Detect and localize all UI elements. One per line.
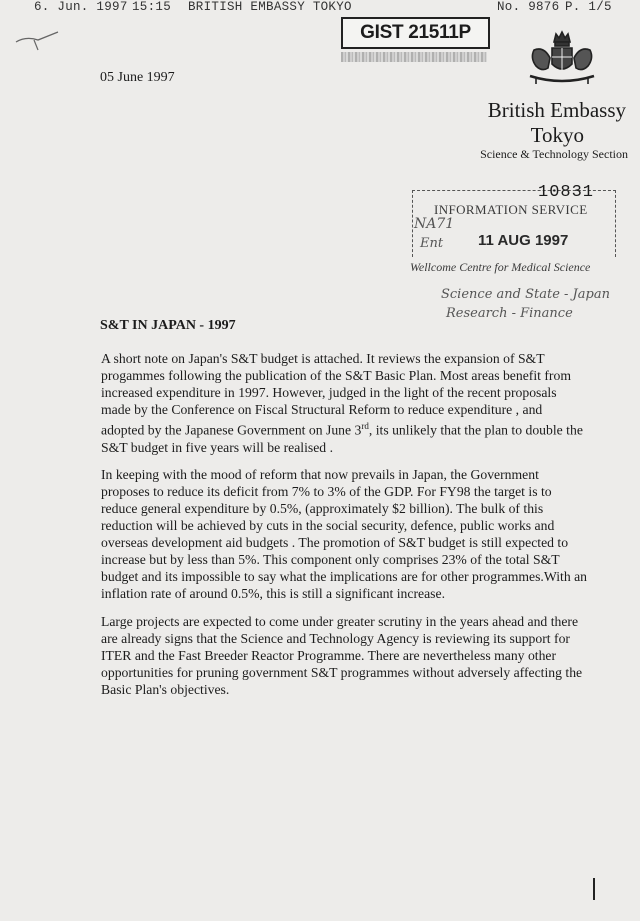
paragraph-line: increased expenditure in 1997. However, judged in the light of the recent proposals [101, 385, 557, 400]
document-heading: S&T IN JAPAN - 1997 [100, 318, 236, 333]
paragraph-line: ITER and the Fast Breeder Reactor Programme. There are nevertheless many other [101, 648, 557, 663]
fax-date: 6. Jun. 1997 [34, 0, 128, 14]
paragraph-line: opportunities for pruning government S&T programmes without adversely affecting the [101, 665, 583, 680]
paragraph-line: reduction will be achieved by cuts in the social security, defence, public works and [101, 518, 555, 533]
paragraph-line: inflation rate of around 0.5%, this is still a significant increase. [101, 586, 445, 601]
paragraph-line: In keeping with the mood of reform that now prevails in Japan, the Government [101, 467, 539, 482]
handwritten-subject: Science and State - Japan [441, 287, 610, 302]
stamp-information-service: INFORMATION SERVICE [434, 202, 588, 217]
letter-date: 05 June 1997 [100, 70, 175, 85]
stamp-institution: Wellcome Centre for Medical Science [410, 260, 591, 274]
paragraph-line: reduce general expenditure by 0.5%, (approximately $2 billion). The bulk of this [101, 501, 544, 516]
fax-transmission-header [0, 0, 640, 16]
handwritten-ref: NA71 [414, 216, 455, 232]
handwritten-subject-2: Research - Finance [446, 306, 573, 321]
paragraph-3 [101, 613, 589, 698]
paragraph-line: increase but by less than 5%. This component only comprises 23% of the total S&T [101, 552, 560, 567]
paragraph-line: S&T budget in five years will be realised . [101, 439, 333, 455]
fax-time: 15:15 [132, 0, 172, 14]
stamp-number: 10831 [538, 183, 595, 202]
paragraph-line: progammes following the publication of the S&T Basic Plan. Most areas benefit from [101, 368, 571, 383]
barcode-strip [341, 52, 487, 62]
paragraph-1 [101, 350, 589, 456]
paragraph-line: A short note on Japan's S&T budget is attached. It reviews the expansion of S&T [101, 351, 545, 366]
letterhead-section: Science & Technology Section [480, 147, 628, 161]
handwritten-ent: Ent [420, 236, 444, 251]
letterhead-city: Tokyo [530, 123, 584, 147]
paragraph-line: adopted by the Japanese Government on June 3rd, its unlikely that the plan to double the [101, 421, 583, 438]
stamp-date: 11 AUG 1997 [478, 232, 569, 249]
paragraph-line: are already signs that the Science and Technology Agency is reviewing its support for [101, 631, 570, 646]
paragraph-line: made by the Conference on Fiscal Structural Reform to reduce expenditure , and [101, 402, 543, 417]
paragraph-line: budget and its impossible to say what the implications are for other programmes.With an [101, 569, 588, 584]
paragraph-line: Large projects are expected to come under greater scrutiny in the years ahead and there [101, 614, 579, 629]
paragraph-line: overseas development aid budgets . The promotion of S&T budget is still expected to [101, 535, 569, 550]
fax-number: No. 9876 [497, 0, 560, 14]
fax-page: P. 1/5 [565, 0, 612, 14]
fax-sender: BRITISH EMBASSY TOKYO [188, 0, 352, 14]
paragraph-line: proposes to reduce its deficit from 7% to 3% of the GDP. For FY98 the target is to [101, 484, 552, 499]
page-edge-mark [593, 878, 595, 900]
royal-coat-of-arms-icon [522, 28, 602, 90]
letterhead-embassy-name: British Embassy [487, 98, 626, 122]
reference-box: GIST 21511P [341, 17, 490, 49]
paragraph-2 [101, 466, 589, 602]
paragraph-line: Basic Plan's objectives. [101, 682, 230, 697]
handwritten-tick-mark [12, 24, 62, 54]
